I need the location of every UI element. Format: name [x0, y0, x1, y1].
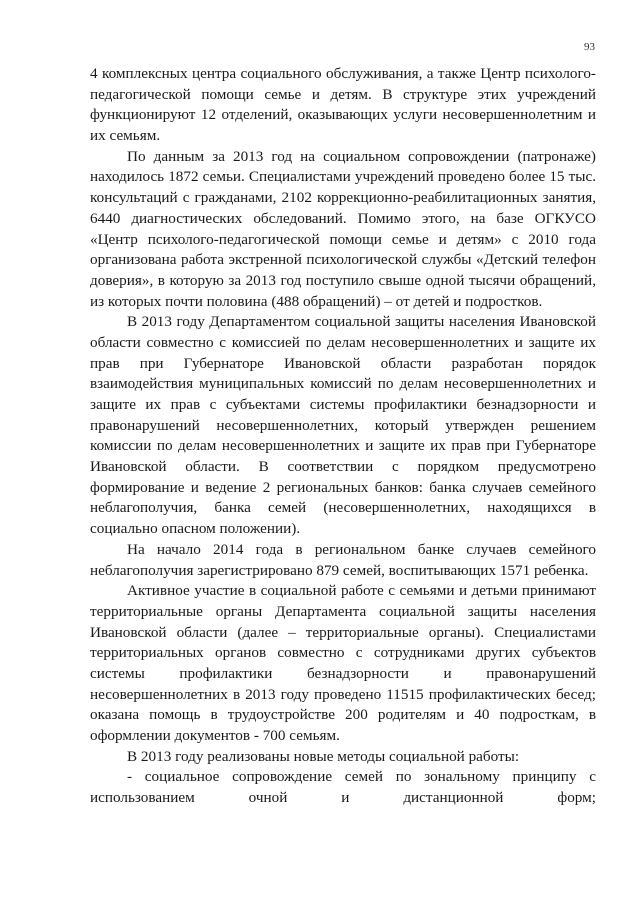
text-line: Ивановской области. В соответствии с порядком предусмотрено: [90, 458, 596, 476]
text-line: Ивановской области (далее – территориальные органы). Специалистами: [90, 623, 596, 641]
text-line: прав при Губернаторе Ивановской области разработан порядок: [90, 354, 596, 372]
text-line: неблагополучия, банка семей (несовершеннолетних, находящихся в: [90, 499, 596, 517]
text-line: находилось 1872 семьи. Специалистами учреждений проведено более 15 тыс.: [90, 168, 596, 186]
text-line: их семьям.: [90, 127, 161, 145]
text-line: По данным за 2013 год на социальном сопровождении (патронаже): [127, 147, 596, 165]
text-line: «Центр психолого-педагогической помощи семье и детям» с 2010 года: [90, 230, 596, 248]
text-line: педагогической помощи семье и детям. В структуре этих учреждений: [90, 85, 596, 103]
text-line: из которых почти половина (488 обращений) – от детей и подростков.: [90, 292, 543, 310]
text-line: - социальное сопровождение семей по зональному принципу с: [127, 768, 596, 786]
text-line: 6440 диагностических обследований. Помимо этого, на базе ОГКУСО: [90, 209, 596, 227]
text-line: территориальных органов совместно с сотрудниками других субъектов: [90, 644, 596, 662]
text-line: взаимодействия муниципальных комиссий по делам несовершеннолетних и: [90, 375, 596, 393]
page-number: 93: [584, 41, 595, 53]
text-line: комиссии по делам несовершеннолетних и защите их прав при Губернаторе: [90, 437, 596, 455]
text-line: территориальные органы Департамента социальной защиты населения: [90, 602, 596, 620]
text-line: Активное участие в социальной работе с семьями и детьми принимают: [127, 582, 596, 600]
text-line: системы профилактики безнадзорности и правонарушений: [90, 664, 596, 682]
text-line: В 2013 году реализованы новые методы социальной работы:: [127, 747, 520, 765]
text-line: 4 комплексных центра социального обслуживания, а также Центр психолого-: [90, 65, 596, 82]
text-line: использованием очной и дистанционной форм;: [90, 789, 596, 807]
text-line: несовершеннолетних в 2013 году проведено 11515 профилактических бесед;: [90, 685, 596, 703]
text-line: оказана помощь в трудоустройстве 200 родителям и 40 подросткам, в: [90, 706, 596, 724]
text-line: формирование и ведение 2 региональных банков: банка случаев семейного: [90, 478, 596, 496]
text-line: области совместно с комиссией по делам несовершеннолетних и защите их: [90, 333, 596, 351]
text-line: правонарушений несовершеннолетних, который утвержден решением: [90, 416, 596, 434]
text-line: консультаций с гражданами, 2102 коррекционно-реабилитационных занятия,: [90, 189, 596, 207]
text-line: организована работа экстренной психологической службы «Детский телефон: [90, 251, 596, 269]
text-line: защите их прав с субъектами системы профилактики безнадзорности и: [90, 396, 596, 413]
document-body: [90, 64, 596, 809]
text-line: На начало 2014 года в региональном банке случаев семейного: [127, 540, 596, 558]
text-line: В 2013 году Департаментом социальной защиты населения Ивановской: [127, 313, 596, 331]
text-line: доверия», в которую за 2013 год поступило свыше одной тысячи обращений,: [90, 271, 596, 289]
text-line: неблагополучия зарегистрировано 879 семей, воспитывающих 1571 ребенка.: [90, 561, 589, 579]
text-line: функционируют 12 отделений, оказывающих услуги несовершеннолетним и: [90, 106, 596, 124]
text-line: оформлении документов - 700 семьям.: [90, 727, 340, 744]
text-line: социально опасном положении).: [90, 520, 301, 538]
